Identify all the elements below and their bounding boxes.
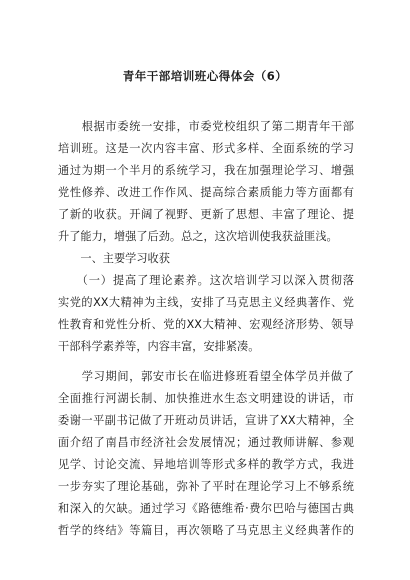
text-line: 培训班。这是一次内容丰富、形式多样、全面系统的学习 [58, 142, 354, 155]
text-line: 干部科学素养等，内容丰富，安排紧凑。 [58, 340, 260, 353]
text-line: （一）提高了理论素养。这次培训学习以深入贯彻落 [58, 274, 354, 287]
text-line: 和深入的欠缺。通过学习《路德维希·费尔巴哈与德国古典 [58, 502, 354, 515]
text-line: 根据市委统一安排，市委党校组织了第二期青年干部 [58, 120, 354, 133]
text-line: 学习期间，郭安市长在临进修班看望全体学员并做了 [58, 370, 354, 383]
text-line: 一步夯实了理论基础，弥补了平时在理论学习上不够系统 [58, 480, 354, 493]
text-line: 升了能力，增强了后劲。总之，这次培训使我获益匪浅。 [58, 230, 338, 243]
text-line: 了新的收获。开阔了视野、更新了思想、丰富了理论、提 [58, 208, 354, 221]
text-line: 党性修养、改进工作作风、提高综合素质能力等方面都有 [58, 186, 354, 199]
text-line: 实党的XX大精神为主线，安排了马克思主义经典著作、党 [58, 296, 354, 309]
text-line: 见学、讨论交流、异地培训等形式多样的教学方式，我进 [58, 458, 354, 471]
text-line: 全面推行河湖长制、加快推进水生态文明建设的讲话，市 [58, 392, 354, 405]
document-title: 青年干部培训班心得体会（6） [122, 69, 288, 83]
text-line: 通过为期一个半月的系统学习，我在加强理论学习、增强 [58, 164, 354, 177]
text-line: 哲学的终结》等篇目，再次领略了马克思主义经典著作的 [58, 524, 354, 537]
text-line: 委谢一平副书记做了开班动员讲话，宣讲了XX大精神，全 [58, 414, 354, 427]
text-line: 面介绍了南昌市经济社会发展情况；通过教师讲解、参观 [58, 436, 354, 449]
section-heading: 一、主要学习收获 [58, 252, 170, 265]
text-line: 性教育和党性分析、党的XX大精神、宏观经济形势、领导 [58, 318, 354, 331]
